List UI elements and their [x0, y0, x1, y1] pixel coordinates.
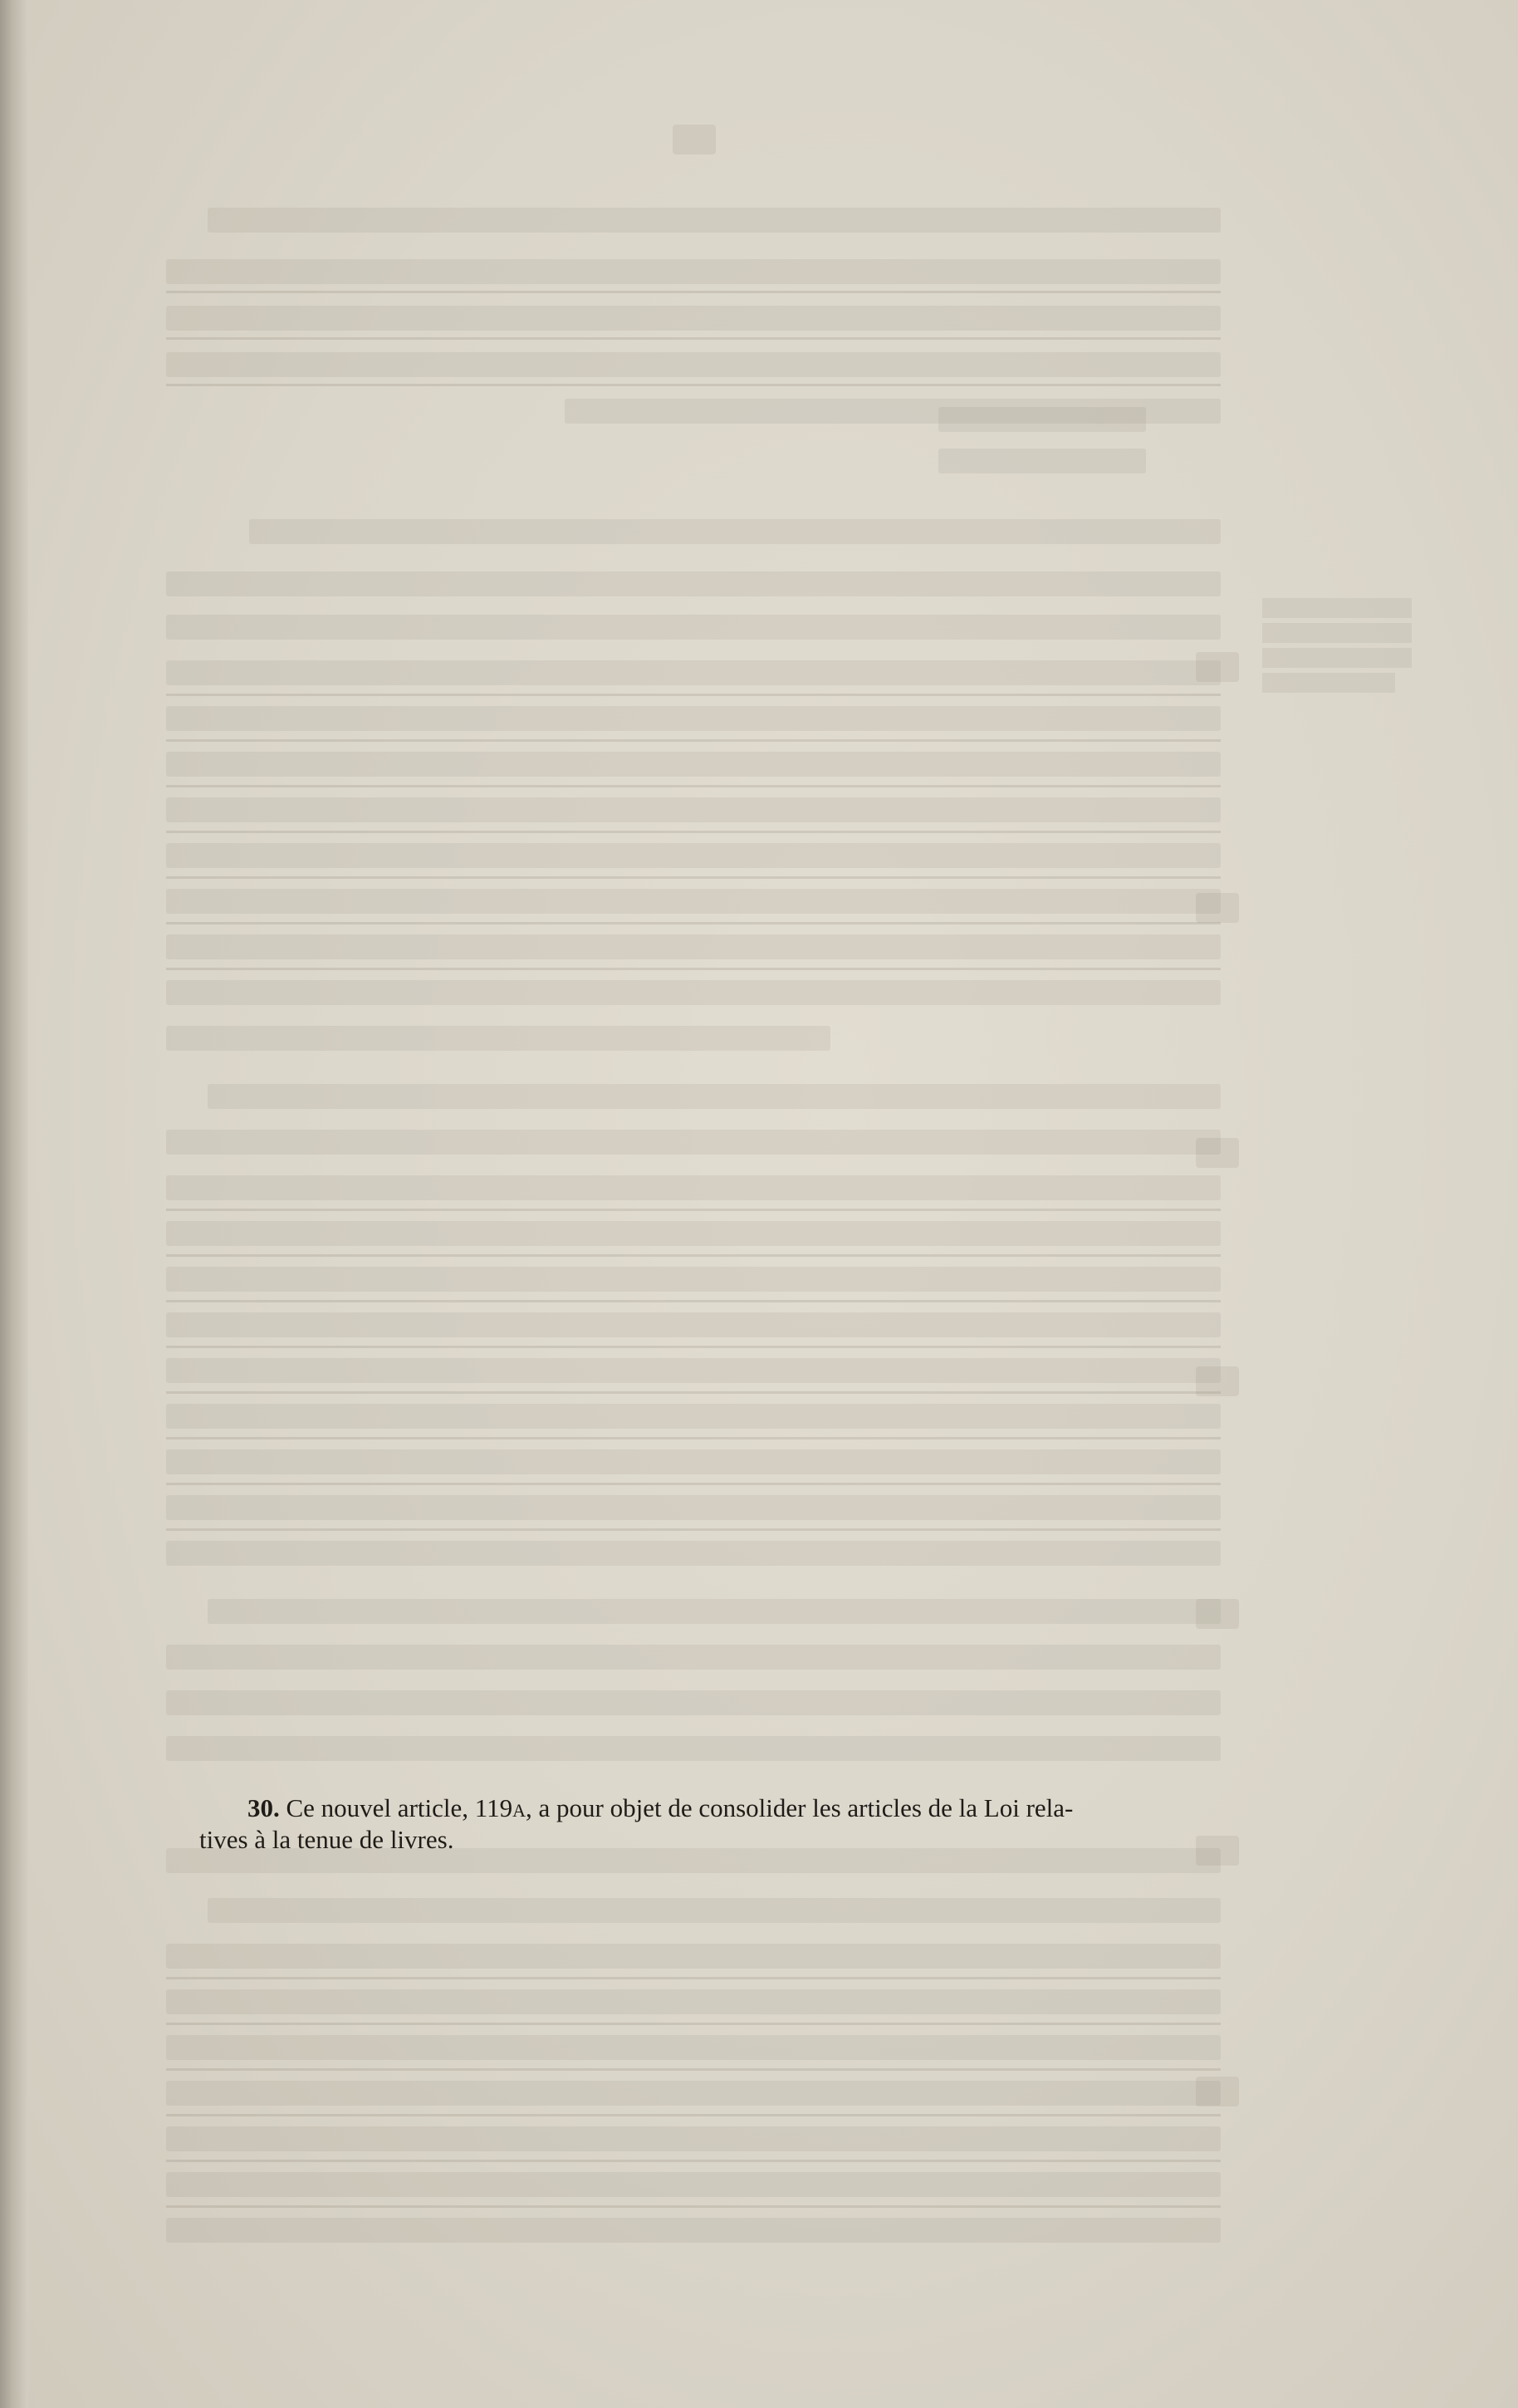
page-spine-shadow [0, 0, 28, 2408]
footnote-number: 30. [247, 1793, 280, 1822]
footnote-text-small-caps: a [512, 1793, 526, 1822]
footnote-line-1 [199, 1793, 1258, 1824]
footnote-text-part-1: Ce nouvel article, 119 [279, 1793, 513, 1822]
footnote-30 [199, 1793, 1258, 1856]
footnote-text-part-2: , a pour objet de consolider les articles de la Loi rela- [526, 1793, 1074, 1822]
footnote-line-2: tives à la tenue de livres. [199, 1825, 454, 1854]
